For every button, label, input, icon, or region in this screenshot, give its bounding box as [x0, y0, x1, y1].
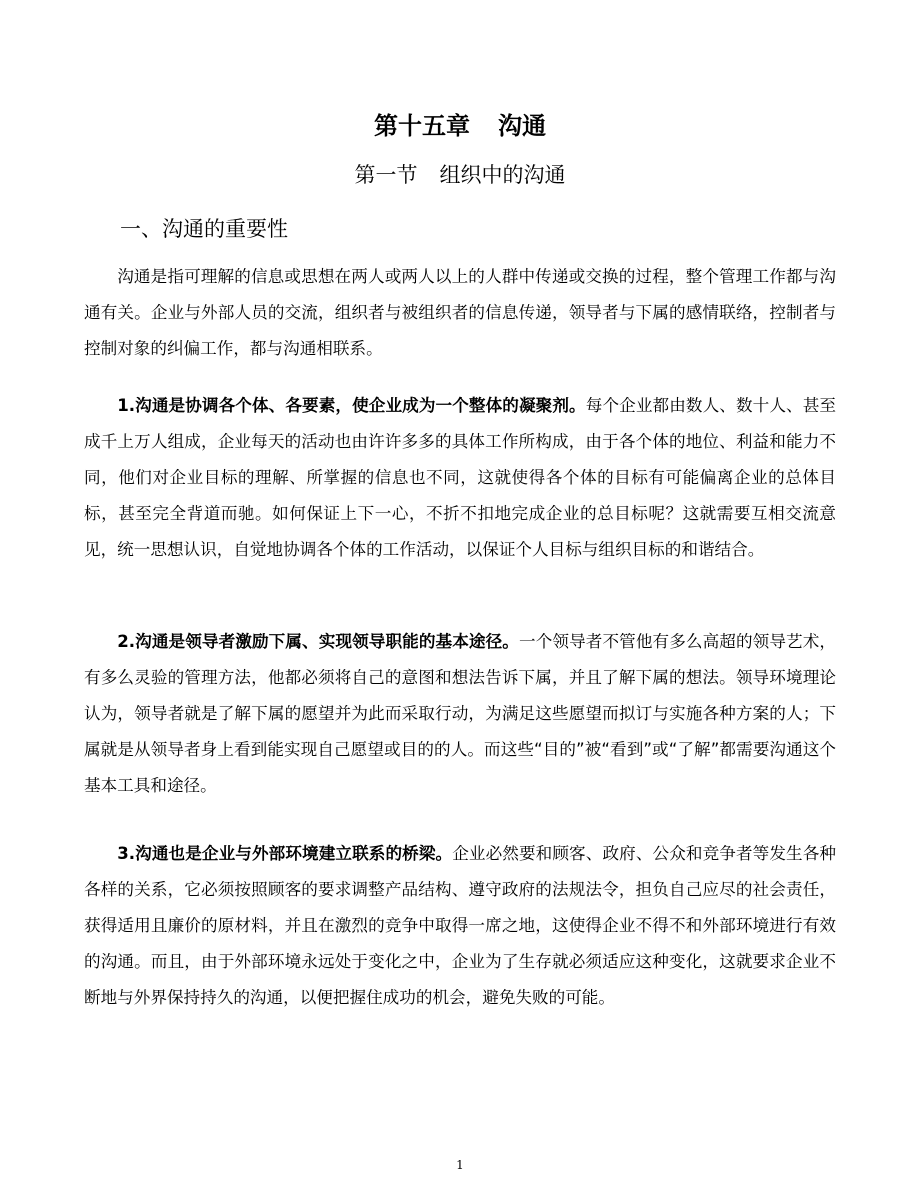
- page-number: 1: [456, 1158, 464, 1172]
- chapter-title: [0, 108, 920, 144]
- section-number: 第一节: [354, 163, 418, 187]
- chapter-number: 第十五章: [374, 112, 470, 140]
- point-2-lead: 2.沟通是领导者激励下属、实现领导职能的基本途径。: [117, 632, 519, 651]
- paragraph-point-2: [84, 624, 836, 804]
- section-name: 组织中的沟通: [439, 163, 566, 187]
- point-3-lead: 3.沟通也是企业与外部环境建立联系的桥梁。: [117, 844, 453, 863]
- paragraph-point-3: [84, 836, 836, 1016]
- point-1-body: 每个企业都由数人、数十人、甚至成千上万人组成，企业每天的活动也由许许多多的具体工作所构成，由于各个体的地位、利益和能力不同，他们对企业目标的理解、所掌握的信息也不同，这就使得各个体的目标有可能偏离企业的总体目标，甚至完全背道而驰。如何保证上下一心，不折不扣地完成企业的总目标呢？这就需要互相交流意见，统一思想认识，自觉地协调各个体的工作活动，以保证个人目标与组织目标的和谐结合。: [84, 396, 836, 559]
- point-1-lead: 1.沟通是协调各个体、各要素，使企业成为一个整体的凝聚剂。: [117, 396, 586, 415]
- point-3-body: 企业必然要和顾客、政府、公众和竞争者等发生各种各样的关系，它必须按照顾客的要求调整产品结构、遵守政府的法规法令，担负自己应尽的社会责任，获得适用且廉价的原材料，并且在激烈的竞争中取得一席之地，这使得企业不得不和外部环境进行有效的沟通。而且，由于外部环境永远处于变化之中，企业为了生存就必须适应这种变化，这就要求企业不断地与外界保持持久的沟通，以便把握住成功的机会，避免失败的可能。: [84, 844, 836, 1007]
- paragraph-intro: 沟通是指可理解的信息或思想在两人或两人以上的人群中传递或交换的过程，整个管理工作都与沟通有关。企业与外部人员的交流，组织者与被组织者的信息传递，领导者与下属的感情联络，控制者与控制对象的纠偏工作，都与沟通相联系。: [84, 267, 836, 358]
- section-title: [0, 158, 920, 192]
- sub-heading: 一、沟通的重要性: [120, 217, 288, 241]
- point-2-body: 一个领导者不管他有多么高超的领导艺术，有多么灵验的管理方法，他都必须将自己的意图和想法告诉下属，并且了解下属的想法。领导环境理论认为，领导者就是了解下属的愿望并为此而采取行动，为满足这些愿望而拟订与实施各种方案的人；下属就是从领导者身上看到能实现自己愿望或目的的人。而这些“目的”被“看到”或“了解”都需要沟通这个基本工具和途径。: [84, 632, 837, 795]
- chapter-name: 沟通: [498, 112, 546, 140]
- paragraph-point-1: [84, 388, 836, 568]
